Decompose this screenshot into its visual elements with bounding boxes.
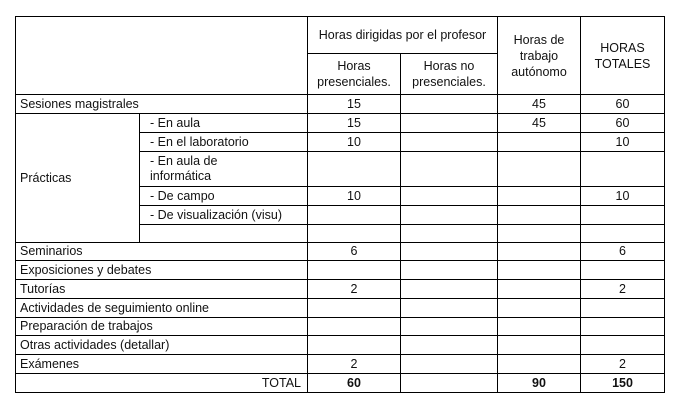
total-presential: 60	[308, 374, 401, 393]
table-row	[16, 261, 665, 280]
cell-autonomous: 45	[498, 114, 581, 133]
cell-total: 60	[581, 114, 665, 133]
table-row	[16, 318, 665, 336]
row-label: - De visualización (visu)	[140, 206, 308, 225]
cell-total	[581, 225, 665, 243]
table-row	[16, 280, 665, 299]
cell-presential	[308, 261, 401, 280]
cell-non-presential	[401, 243, 498, 261]
cell-non-presential	[401, 280, 498, 299]
hours-table	[15, 16, 665, 393]
row-label: Actividades de seguimiento online	[16, 299, 308, 318]
cell-non-presential	[401, 187, 498, 206]
header-blank-cell	[16, 17, 308, 95]
cell-presential: 15	[308, 95, 401, 114]
cell-autonomous	[498, 133, 581, 152]
row-label: Tutorías	[16, 280, 308, 299]
table-row	[16, 114, 665, 133]
table-row	[16, 243, 665, 261]
cell-non-presential	[401, 225, 498, 243]
cell-non-presential	[401, 355, 498, 374]
cell-autonomous	[498, 336, 581, 355]
cell-non-presential	[401, 318, 498, 336]
cell-total	[581, 152, 665, 187]
cell-non-presential	[401, 206, 498, 225]
cell-autonomous	[498, 152, 581, 187]
cell-autonomous	[498, 187, 581, 206]
cell-presential: 2	[308, 355, 401, 374]
practicas-group-label: Prácticas	[16, 114, 140, 243]
header-non-presential-hours: Horas no presenciales.	[401, 54, 498, 95]
cell-autonomous	[498, 318, 581, 336]
cell-non-presential	[401, 152, 498, 187]
cell-autonomous	[498, 280, 581, 299]
cell-non-presential	[401, 114, 498, 133]
table-row	[16, 355, 665, 374]
total-autonomous: 90	[498, 374, 581, 393]
total-label: TOTAL	[16, 374, 308, 393]
table-row	[16, 95, 665, 114]
row-label: - De campo	[140, 187, 308, 206]
cell-autonomous	[498, 243, 581, 261]
cell-non-presential	[401, 299, 498, 318]
row-label-empty	[140, 225, 308, 243]
row-label: Exámenes	[16, 355, 308, 374]
cell-total	[581, 336, 665, 355]
row-label: Otras actividades (detallar)	[16, 336, 308, 355]
cell-presential	[308, 299, 401, 318]
header-autonomous-hours: Horas de trabajo autónomo	[498, 17, 581, 95]
row-label: Sesiones magistrales	[16, 95, 308, 114]
cell-autonomous	[498, 206, 581, 225]
total-row	[16, 374, 665, 393]
cell-total: 60	[581, 95, 665, 114]
cell-autonomous	[498, 225, 581, 243]
cell-non-presential	[401, 336, 498, 355]
cell-presential	[308, 318, 401, 336]
total-hours: 150	[581, 374, 665, 393]
cell-presential: 10	[308, 133, 401, 152]
cell-presential	[308, 206, 401, 225]
cell-total: 6	[581, 243, 665, 261]
cell-total	[581, 261, 665, 280]
cell-total	[581, 299, 665, 318]
cell-total: 10	[581, 133, 665, 152]
cell-presential: 2	[308, 280, 401, 299]
cell-autonomous	[498, 299, 581, 318]
cell-presential	[308, 225, 401, 243]
cell-presential: 6	[308, 243, 401, 261]
cell-presential	[308, 152, 401, 187]
cell-presential	[308, 336, 401, 355]
cell-total: 2	[581, 280, 665, 299]
row-label: Preparación de trabajos	[16, 318, 308, 336]
cell-non-presential	[401, 261, 498, 280]
row-label: Seminarios	[16, 243, 308, 261]
row-label: Exposiciones y debates	[16, 261, 308, 280]
header-presential-hours: Horas presenciales.	[308, 54, 401, 95]
row-label: - En aula de informática	[140, 152, 308, 187]
cell-non-presential	[401, 95, 498, 114]
cell-total	[581, 206, 665, 225]
cell-total	[581, 318, 665, 336]
cell-total: 10	[581, 187, 665, 206]
table-row	[16, 299, 665, 318]
cell-presential: 15	[308, 114, 401, 133]
cell-non-presential	[401, 133, 498, 152]
cell-autonomous: 45	[498, 95, 581, 114]
cell-autonomous	[498, 355, 581, 374]
hours-table-container	[15, 16, 665, 393]
header-total-hours: HORAS TOTALES	[581, 17, 665, 95]
total-non-presential	[401, 374, 498, 393]
cell-autonomous	[498, 261, 581, 280]
cell-presential: 10	[308, 187, 401, 206]
header-directed-hours: Horas dirigidas por el profesor	[308, 17, 498, 54]
header-row-1	[16, 17, 665, 54]
row-label: - En aula	[140, 114, 308, 133]
table-row	[16, 336, 665, 355]
cell-total: 2	[581, 355, 665, 374]
row-label: - En el laboratorio	[140, 133, 308, 152]
